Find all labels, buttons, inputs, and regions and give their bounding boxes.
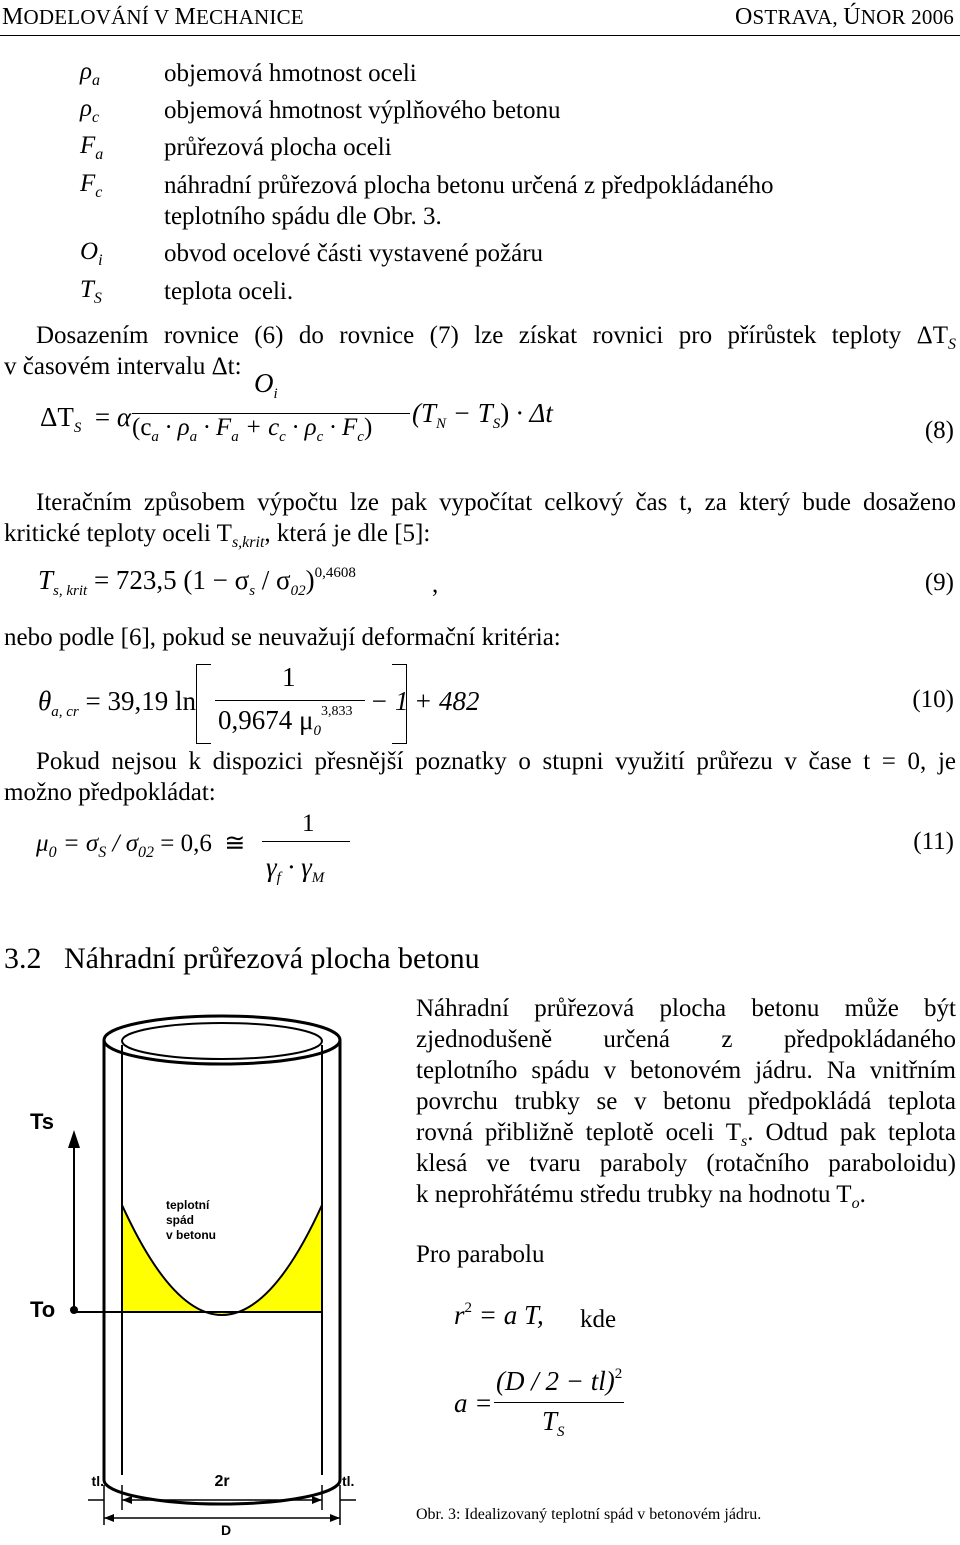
symbol-desc: objemová hmotnost výplňového betonu	[164, 97, 561, 124]
label-inner: spád	[166, 1213, 195, 1227]
eq10-denominator: 0,9674 $\mu_0$	[218, 705, 321, 739]
eq10-numerator: 1	[282, 662, 296, 692]
eq8-denominator: $(c_a \cdot \rho_a \cdot F_a + c_c \cdot \rho_c \cdot F_c)$	[132, 414, 373, 445]
paragraph: možno předpokládat:	[4, 779, 216, 806]
paragraph: v časovém intervalu Δt:	[4, 353, 242, 380]
eq11-denominator: $\gamma_f \cdot \gamma_M$	[266, 852, 325, 886]
paragraph: Pro parabolu	[416, 1241, 545, 1268]
eq11: $\mu_0 = \sigma_S / \sigma_{02} = 0,6$ ≅	[36, 830, 246, 861]
symbol-t-s: $T_S$	[80, 276, 102, 307]
paragraph-line: zjednodušeně určená z předpokládaného	[416, 1026, 956, 1053]
eq10-plus: + 482	[414, 686, 480, 716]
paragraph-line: rovná přibližně teplotě oceli $T_s$. Odtud pak teplota	[416, 1119, 956, 1150]
eq-r: $r^2 = a$ T,	[454, 1300, 544, 1330]
figure-caption: Obr. 3: Idealizovaný teplotní spád v betonovém jádru.	[416, 1506, 762, 1523]
symbol-o-i: $O_i$	[80, 238, 103, 269]
paragraph: Dosazením rovnice (6) do rovnice (7) lze získat rovnici pro přírůstek teploty $\Delta T_S$	[36, 322, 956, 353]
header-rule	[0, 35, 960, 36]
label-inner: v betonu	[166, 1228, 216, 1242]
symbol-rho-a: $\rho_a$	[80, 58, 100, 89]
symbol-rho-c: $\rho_c$	[80, 95, 100, 126]
running-header-right: OSTRAVA, ÚNOR 2006	[735, 4, 954, 30]
symbol-desc: průřezová plocha oceli	[164, 134, 392, 161]
eq10-fraction-line	[215, 700, 365, 701]
paragraph-line: k neprohřátému středu trubky na hodnotu $T_o$.	[416, 1181, 866, 1212]
symbol-f-a: $F_a$	[80, 132, 104, 163]
eq10-right-bracket	[392, 664, 407, 744]
eq8-lhs: $\Delta T_S = \alpha$	[40, 402, 132, 436]
paragraph-line: Náhradní průřezová plocha betonu může být	[416, 995, 956, 1022]
eq11-numerator: 1	[302, 810, 315, 837]
eq11-fraction-line	[262, 841, 350, 842]
label-inner: teplotní	[166, 1198, 210, 1212]
eq10-exponent: 3,833	[321, 704, 353, 719]
label-2r: 2r	[214, 1473, 230, 1490]
eq10-tail: − 1	[370, 686, 409, 716]
symbol-desc: teplota oceli.	[164, 278, 294, 305]
symbol-desc: objemová hmotnost oceli	[164, 60, 417, 87]
label-tl-right: tl.	[342, 1473, 355, 1489]
section-heading: 3.2 Náhradní průřezová plocha betonu	[4, 942, 480, 975]
label-tl-left: tl.	[91, 1473, 104, 1489]
symbol-desc: obvod ocelové části vystavené požáru	[164, 240, 544, 267]
paragraph: Iteračním způsobem výpočtu lze pak vypočítat celkový čas t, za který bude dosaženo	[36, 489, 956, 516]
symbol-f-c: $F_c$	[80, 170, 103, 201]
equation-number: (8)	[924, 417, 954, 444]
paragraph: kritické teploty oceli $T_{s,krit}$, která je dle [5]:	[4, 520, 431, 551]
eq10-left-bracket	[196, 664, 211, 744]
paragraph-line: klesá ve tvaru paraboly (rotačního paraboloidu)	[416, 1150, 956, 1177]
label-ts: Ts	[30, 1109, 55, 1134]
paragraph: nebo podle [6], pokud se neuvažují deformační kritéria:	[4, 624, 561, 651]
equation-number: (11)	[913, 828, 954, 855]
label-d: D	[220, 1522, 232, 1535]
eq-r-kde: kde	[580, 1306, 617, 1333]
paragraph-line: teplotního spádu v betonovém jádru. Na vnitřním	[416, 1057, 956, 1084]
label-to: To	[30, 1297, 56, 1322]
eq9: $T_{s, krit} = 723,5$ $(1 - \sigma_s / \sigma_{02})^{0,4608}$	[38, 565, 356, 599]
eq8-rhs: $(T_N - T_S) \cdot \Delta t$	[412, 398, 553, 432]
eq-a-fraction-line	[494, 1402, 624, 1403]
symbol-desc: teplotního spádu dle Obr. 3.	[164, 203, 442, 230]
eq-a-numerator: (D / 2 − tl)$^2$	[496, 1366, 623, 1396]
symbol-desc: náhradní průřezová plocha betonu určená z předpokládaného	[164, 172, 774, 199]
eq9-comma: ,	[432, 571, 439, 598]
eq10-lhs: $\theta_{a, cr} = 39,19$ ln	[38, 686, 196, 720]
paragraph-line: povrchu trubky se v betonu předpokládá teplota	[416, 1088, 956, 1115]
equation-number: (9)	[924, 569, 954, 596]
eq-a-lhs: a =	[454, 1388, 493, 1418]
running-header-left: MODELOVÁNÍ V MECHANICE	[2, 4, 304, 30]
eq8-numerator: $O_i$	[254, 368, 278, 402]
figure-tube-diagram	[20, 1005, 390, 1535]
paragraph: Pokud nejsou k dispozici přesnější poznatky o stupni využití průřezu v čase t = 0, je	[36, 748, 956, 775]
equation-number: (10)	[912, 686, 954, 713]
eq-a-denominator: $T_S$	[542, 1406, 565, 1440]
